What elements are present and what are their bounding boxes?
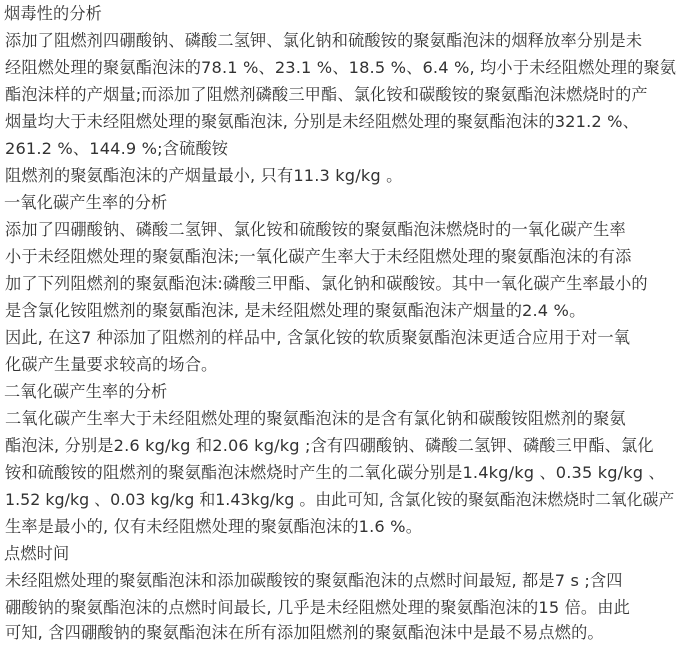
- paragraph-line: 小于未经阻燃处理的聚氨酯泡沫;一氧化碳产生率大于未经阻燃处理的聚氨酯泡沫的有添: [5, 247, 632, 266]
- paragraph-line: 生率是最小的, 仅有未经阻燃处理的聚氨酯泡沫的1.6 %。: [5, 517, 423, 536]
- paragraph-line: 可知, 含四硼酸钠的聚氨酯泡沫在所有添加阻燃剂的聚氨酯泡沫中是最不易点燃的。: [5, 623, 604, 642]
- section-heading-smoke-toxicity: 烟毒性的分析: [4, 4, 103, 23]
- paragraph-line: 未经阻燃处理的聚氨酯泡沫和添加碳酸铵的聚氨酯泡沫的点燃时间最短, 都是7 s ;含四: [5, 571, 623, 590]
- paragraph-line: 二氧化碳产生率大于未经阻燃处理的聚氨酯泡沫的是含有氯化钠和碳酸铵阻燃剂的聚氨: [5, 409, 626, 428]
- paragraph-line: 加了下列阻燃剂的聚氨酯泡沫:磷酸三甲酯、氯化钠和碳酸铵。其中一氧化碳产生率最小的: [5, 274, 648, 293]
- paragraph-line: 阻燃剂的聚氨酯泡沫的产烟量最小, 只有11.3 kg/kg 。: [5, 166, 403, 185]
- section-heading-co2-rate: 二氧化碳产生率的分析: [4, 382, 168, 401]
- paragraph-line: 酯泡沫样的产烟量;而添加了阻燃剂磷酸三甲酯、氯化铵和碳酸铵的聚氨酯泡沫燃烧时的产: [5, 85, 648, 104]
- paragraph-line: 1.52 kg/kg 、0.03 kg/kg 和1.43kg/kg 。由此可知, 含氯化铵的聚氨酯泡沫燃烧时二氧化碳产: [5, 490, 675, 509]
- paragraph-line: 261.2 %、144.9 %;含硫酸铵: [5, 139, 229, 158]
- paragraph-line: 铵和硫酸铵的阻燃剂的聚氨酯泡沫燃烧时产生的二氧化碳分别是1.4kg/kg 、0.35 kg/kg 、: [5, 463, 665, 482]
- section-heading-ignition-time: 点燃时间: [4, 544, 70, 563]
- section-heading-co-rate: 一氧化碳产生率的分析: [4, 193, 168, 212]
- paragraph-line: 化碳产生量要求较高的场合。: [5, 355, 218, 374]
- paragraph-line: 酯泡沫, 分别是2.6 kg/kg 和2.06 kg/kg ;含有四硼酸钠、磷酸二氢钾、磷酸三甲酯、氯化: [5, 436, 654, 455]
- paragraph-line: 烟量均大于未经阻燃处理的聚氨酯泡沫, 分别是未经阻燃处理的聚氨酯泡沫的321.2 %、: [5, 112, 639, 131]
- paragraph-line: 经阻燃处理的聚氨酯泡沫的78.1 %、23.1 %、18.5 %、6.4 %, 均小于未经阻燃处理的聚氨: [5, 58, 677, 77]
- paragraph-line: 添加了阻燃剂四硼酸钠、磷酸二氢钾、氯化钠和硫酸铵的聚氨酯泡沫的烟释放率分别是未: [5, 31, 643, 50]
- paragraph-line: 因此, 在这7 种添加了阻燃剂的样品中, 含氯化铵的软质聚氨酯泡沫更适合应用于对一氧: [5, 328, 631, 347]
- paragraph-line: 添加了四硼酸钠、磷酸二氢钾、氯化铵和硫酸铵的聚氨酯泡沫燃烧时的一氧化碳产生率: [5, 220, 626, 239]
- paragraph-line: 硼酸钠的聚氨酯泡沫的点燃时间最长, 几乎是未经阻燃处理的聚氨酯泡沫的15 倍。由此: [5, 598, 630, 617]
- paragraph-line: 是含氯化铵阻燃剂的聚氨酯泡沫, 是未经阻燃处理的聚氨酯泡沫产烟量的2.4 %。: [5, 301, 586, 320]
